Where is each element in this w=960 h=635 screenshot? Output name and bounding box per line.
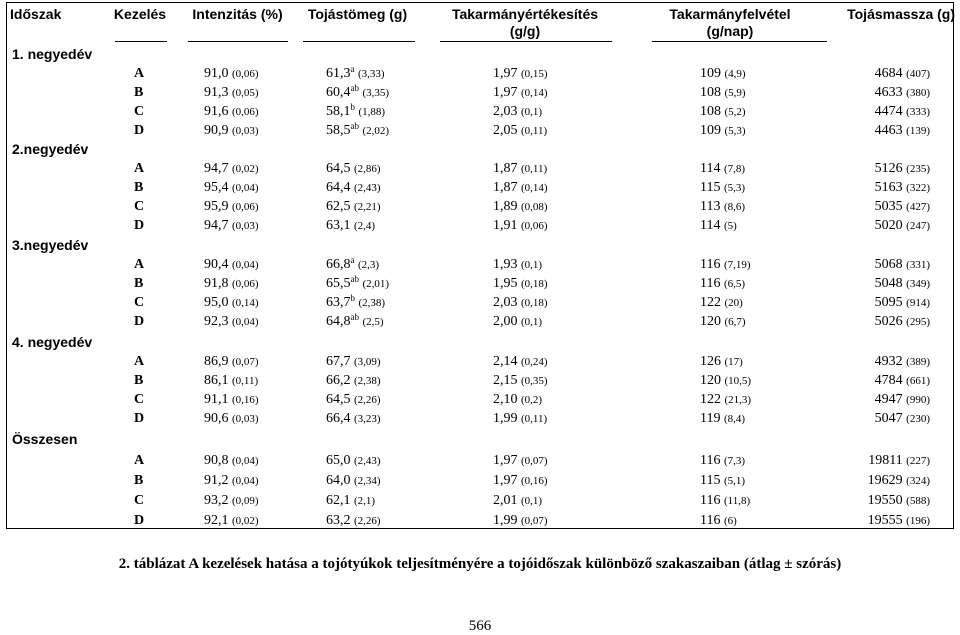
intensity-cell: 95,9 (0,06): [204, 199, 259, 214]
feed-intake-cell: 116 (7,19): [700, 257, 751, 272]
table-row: [0, 218, 960, 237]
table-row: [0, 373, 960, 392]
feed-intake-cell: 122 (21,3): [700, 392, 752, 407]
egg-weight-cell: 66,4 (3,23): [326, 411, 381, 426]
feed-conversion-cell: 1,99 (0,11): [493, 411, 548, 426]
feed-intake-cell: 114 (5): [700, 218, 737, 233]
egg-weight-cell: 62,1 (2,1): [326, 493, 376, 508]
table-caption: 2. táblázat A kezelések hatása a tojótyúkok teljesítményére a tojóidőszak különböző szakaszaiban (átlag ± szórás): [118, 556, 842, 572]
header-intensity: Intenzitás (%): [192, 6, 283, 22]
egg-mass-cell: 19811 (227): [868, 453, 930, 468]
period-label: 3.negyedév: [12, 237, 89, 253]
header-rule: [440, 41, 612, 42]
intensity-cell: 90,4 (0,04): [204, 257, 259, 272]
egg-weight-cell: 58,5$^{ab}$ (2,02): [326, 121, 390, 138]
egg-mass-cell: 5126 (235): [874, 161, 930, 176]
page-number: 566: [468, 618, 492, 634]
feed-conversion-cell: 1,87 (0,11): [493, 161, 548, 176]
intensity-cell: 90,6 (0,03): [204, 411, 259, 426]
feed-conversion-cell: 1,97 (0,07): [493, 453, 548, 468]
egg-weight-cell: 60,4$^{ab}$ (3,35): [326, 83, 390, 100]
table-row: [0, 513, 960, 532]
egg-mass-cell: 5035 (427): [874, 199, 930, 214]
header-egg-mass: Tojásmassza (g): [847, 6, 955, 22]
egg-mass-cell: 4947 (990): [874, 392, 930, 407]
egg-weight-cell: 64,5 (2,86): [326, 161, 381, 176]
feed-intake-cell: 114 (7,8): [700, 161, 746, 176]
header-rule: [652, 41, 827, 42]
intensity-cell: 90,9 (0,03): [204, 123, 259, 138]
treatment-cell: C: [134, 295, 145, 310]
significance-mark: ab: [350, 83, 359, 93]
feed-conversion-cell: 1,99 (0,07): [493, 513, 548, 528]
feed-intake-cell: 113 (8,6): [700, 199, 746, 214]
feed-intake-cell: 108 (5,9): [700, 85, 746, 100]
feed-intake-cell: 116 (7,3): [700, 453, 746, 468]
egg-mass-cell: 19555 (196): [867, 513, 930, 528]
egg-mass-cell: 5026 (295): [874, 314, 930, 329]
significance-mark: ab: [350, 312, 359, 322]
intensity-cell: 86,9 (0,07): [204, 354, 259, 369]
feed-intake-cell: 109 (5,3): [700, 123, 746, 138]
treatment-cell: B: [134, 473, 144, 488]
table-row: [0, 411, 960, 430]
header-treatment: Kezelés: [113, 6, 167, 22]
period-label: 4. negyedév: [12, 334, 93, 350]
feed-conversion-cell: 1,93 (0,1): [493, 257, 543, 272]
intensity-cell: 91,1 (0,16): [204, 392, 259, 407]
egg-mass-cell: 19629 (324): [867, 473, 930, 488]
egg-weight-cell: 66,2 (2,38): [326, 373, 381, 388]
treatment-cell: B: [134, 180, 144, 195]
treatment-cell: C: [134, 104, 145, 119]
feed-conversion-cell: 2,01 (0,1): [493, 493, 543, 508]
egg-weight-cell: 64,0 (2,34): [326, 473, 381, 488]
significance-mark: a: [350, 255, 355, 265]
feed-conversion-cell: 1,95 (0,18): [493, 276, 548, 291]
intensity-cell: 91,8 (0,06): [204, 276, 259, 291]
treatment-cell: B: [134, 85, 144, 100]
period-label: Összesen: [12, 431, 78, 447]
table-row: [0, 354, 960, 373]
egg-mass-cell: 4633 (380): [874, 85, 930, 100]
egg-mass-cell: 19550 (588): [867, 493, 930, 508]
treatment-cell: D: [134, 123, 145, 138]
egg-mass-cell: 5068 (331): [874, 257, 930, 272]
header-rule: [188, 41, 288, 42]
egg-weight-cell: 63,2 (2,26): [326, 513, 381, 528]
egg-weight-cell: 67,7 (3,09): [326, 354, 381, 369]
feed-intake-cell: 122 (20): [700, 295, 743, 310]
table-row: [0, 493, 960, 512]
intensity-cell: 91,6 (0,06): [204, 104, 259, 119]
feed-intake-cell: 108 (5,2): [700, 104, 746, 119]
intensity-cell: 92,3 (0,04): [204, 314, 259, 329]
treatment-cell: D: [134, 218, 145, 233]
intensity-cell: 92,1 (0,02): [204, 513, 259, 528]
table-row: [0, 180, 960, 199]
feed-conversion-cell: 1,89 (0,08): [493, 199, 548, 214]
egg-mass-cell: 5095 (914): [874, 295, 930, 310]
feed-conversion-cell: 2,03 (0,1): [493, 104, 543, 119]
feed-intake-cell: 116 (11,8): [700, 493, 751, 508]
treatment-cell: A: [134, 66, 145, 81]
treatment-cell: A: [134, 161, 145, 176]
feed-intake-cell: 116 (6,5): [700, 276, 746, 291]
feed-intake-cell: 120 (10,5): [700, 373, 752, 388]
treatment-cell: C: [134, 199, 145, 214]
feed-intake-cell: 120 (6,7): [700, 314, 746, 329]
header-rule: [115, 41, 167, 42]
header-period: Időszak: [10, 6, 62, 22]
intensity-cell: 93,2 (0,09): [204, 493, 259, 508]
treatment-cell: B: [134, 276, 144, 291]
egg-mass-cell: 4463 (139): [874, 123, 930, 138]
significance-mark: ab: [350, 121, 359, 131]
feed-conversion-cell: 2,03 (0,18): [493, 295, 548, 310]
egg-weight-cell: 64,8$^{ab}$ (2,5): [326, 312, 384, 329]
table-row: [0, 123, 960, 142]
header-feed-intake: Takarmányfelvétel (g/nap): [669, 6, 791, 39]
feed-conversion-cell: 1,97 (0,16): [493, 473, 548, 488]
egg-mass-cell: 5048 (349): [874, 276, 930, 291]
feed-conversion-cell: 2,15 (0,35): [493, 373, 548, 388]
feed-intake-cell: 109 (4,9): [700, 66, 746, 81]
treatment-cell: D: [134, 513, 145, 528]
table-row: [0, 276, 960, 295]
period-label: 1. negyedév: [12, 46, 93, 62]
intensity-cell: 94,7 (0,02): [204, 161, 259, 176]
feed-intake-cell: 116 (6): [700, 513, 737, 528]
egg-mass-cell: 5020 (247): [874, 218, 930, 233]
intensity-cell: 91,2 (0,04): [204, 473, 259, 488]
intensity-cell: 94,7 (0,03): [204, 218, 259, 233]
significance-mark: b: [350, 293, 355, 303]
treatment-cell: A: [134, 354, 145, 369]
treatment-cell: D: [134, 411, 145, 426]
intensity-cell: 90,8 (0,04): [204, 453, 259, 468]
feed-conversion-cell: 2,14 (0,24): [493, 354, 548, 369]
treatment-cell: D: [134, 314, 145, 329]
feed-conversion-cell: 2,10 (0,2): [493, 392, 543, 407]
header-feed-conversion: Takarmányértékesítés (g/g): [451, 6, 599, 39]
table-row: [0, 473, 960, 492]
feed-intake-cell: 115 (5,3): [700, 180, 746, 195]
table-row: [0, 199, 960, 218]
egg-mass-cell: 5047 (230): [874, 411, 930, 426]
table-row: [0, 453, 960, 472]
header-egg-weight: Tojástömeg (g): [307, 6, 408, 22]
egg-weight-cell: 62,5 (2,21): [326, 199, 381, 214]
intensity-cell: 91,0 (0,06): [204, 66, 259, 81]
egg-mass-cell: 4784 (661): [874, 373, 930, 388]
egg-mass-cell: 5163 (322): [874, 180, 930, 195]
treatment-cell: A: [134, 453, 145, 468]
table-row: [0, 66, 960, 85]
treatment-cell: A: [134, 257, 145, 272]
feed-conversion-cell: 2,05 (0,11): [493, 123, 548, 138]
feed-conversion-cell: 2,00 (0,1): [493, 314, 543, 329]
egg-weight-cell: 63,1 (2,4): [326, 218, 376, 233]
egg-mass-cell: 4932 (389): [874, 354, 930, 369]
feed-intake-cell: 115 (5,1): [700, 473, 746, 488]
feed-conversion-cell: 1,97 (0,14): [493, 85, 548, 100]
egg-weight-cell: 61,3$^a$ (3,33): [326, 64, 385, 81]
feed-intake-cell: 119 (8,4): [700, 411, 746, 426]
table-row: [0, 85, 960, 104]
feed-conversion-cell: 1,97 (0,15): [493, 66, 548, 81]
treatment-cell: C: [134, 493, 145, 508]
intensity-cell: 95,0 (0,14): [204, 295, 259, 310]
table-row: [0, 104, 960, 123]
intensity-cell: 86,1 (0,11): [204, 373, 259, 388]
intensity-cell: 95,4 (0,04): [204, 180, 259, 195]
egg-weight-cell: 58,1$^b$ (1,88): [326, 102, 386, 119]
egg-weight-cell: 64,5 (2,26): [326, 392, 381, 407]
period-label: 2.negyedév: [12, 141, 89, 157]
header-rule: [303, 41, 415, 42]
treatment-cell: B: [134, 373, 144, 388]
table-row: [0, 392, 960, 411]
significance-mark: b: [350, 102, 355, 112]
feed-intake-cell: 126 (17): [700, 354, 743, 369]
egg-weight-cell: 63,7$^b$ (2,38): [326, 293, 386, 310]
egg-mass-cell: 4474 (333): [874, 104, 930, 119]
egg-mass-cell: 4684 (407): [874, 66, 930, 81]
egg-weight-cell: 66,8$^a$ (2,3): [326, 255, 380, 272]
intensity-cell: 91,3 (0,05): [204, 85, 259, 100]
egg-weight-cell: 65,5$^{ab}$ (2,01): [326, 274, 390, 291]
feed-conversion-cell: 1,91 (0,06): [493, 218, 548, 233]
feed-conversion-cell: 1,87 (0,14): [493, 180, 548, 195]
table-row: [0, 295, 960, 314]
egg-weight-cell: 64,4 (2,43): [326, 180, 381, 195]
table-row: [0, 257, 960, 276]
egg-weight-cell: 65,0 (2,43): [326, 453, 381, 468]
significance-mark: a: [350, 64, 355, 74]
treatment-cell: C: [134, 392, 145, 407]
table-row: [0, 161, 960, 180]
table-row: [0, 314, 960, 333]
significance-mark: ab: [350, 274, 359, 284]
